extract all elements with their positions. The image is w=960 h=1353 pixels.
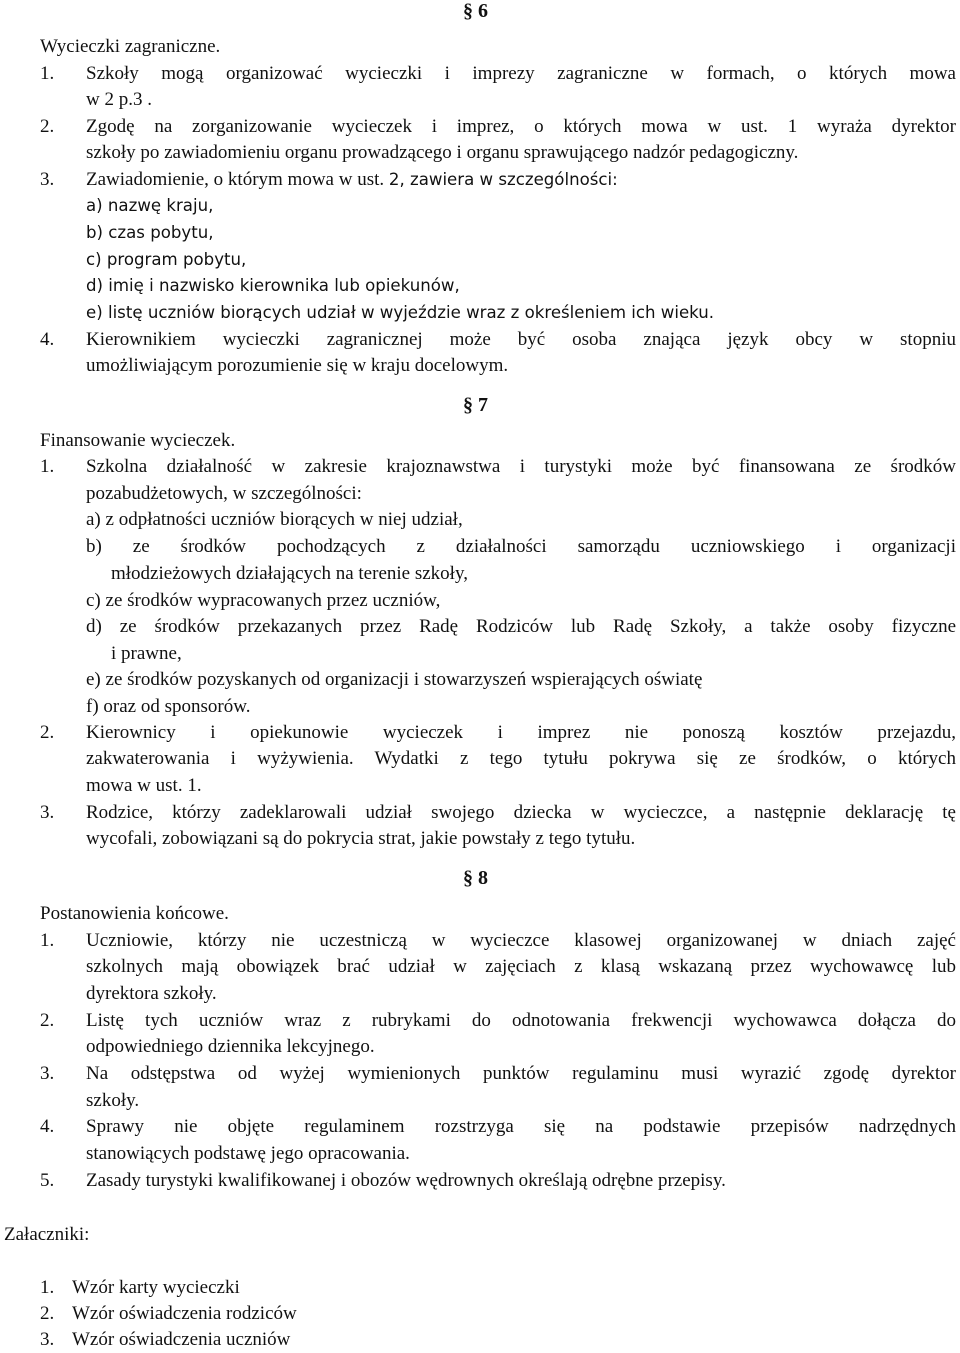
s8-item-1-line-2: szkolnych mają obowiązek brać udział w zajęciach z klasą wskazaną przez wychowawcę lub bbox=[86, 956, 956, 977]
s6-item-2-number: 2. bbox=[40, 116, 55, 137]
section-8-heading: § 8 bbox=[463, 867, 488, 889]
s7-item-3-number: 3. bbox=[40, 802, 55, 823]
s6-item-1-line-1: Szkoły mogą organizować wycieczki i imprezy zagraniczne w formach, o których mowa bbox=[86, 63, 956, 84]
s8-item-4-line-1: Sprawy nie objęte regulaminem rozstrzyga się na podstawie przepisów nadrzędnych bbox=[86, 1116, 956, 1137]
s7-item-1-sub-b-line-1: b) ze środków pochodzących z działalności samorządu uczniowskiego i organizacji bbox=[86, 536, 956, 557]
s6-item-4-line-2: umożliwiającym porozumienie się w kraju docelowym. bbox=[86, 355, 509, 376]
s6-item-3-sub-e: e) listę uczniów biorących udział w wyjeździe wraz z określeniem ich wieku. bbox=[86, 303, 715, 322]
s8-item-2-line-1: Listę tych uczniów wraz z rubrykami do odnotowania frekwencji wychowawca dołącza do bbox=[86, 1010, 956, 1031]
s8-item-3-number: 3. bbox=[40, 1063, 55, 1084]
s6-item-1-line-2: w 2 p.3 . bbox=[86, 89, 152, 110]
s8-item-5-line-1: Zasady turystyki kwalifikowanej i obozów wędrownych określają odrębne przepisy. bbox=[86, 1170, 726, 1191]
attachment-3-text: Wzór oświadczenia uczniów bbox=[72, 1329, 291, 1350]
s6-item-3-line-1 bbox=[86, 167, 618, 193]
s7-item-1-sub-e: e) ze środków pozyskanych od organizacji i stowarzyszeń wspierających oświatę bbox=[86, 669, 703, 690]
s6-item-2-line-2: szkoły po zawiadomieniu organu prowadzącego i organu sprawującego nadzór pedagogiczny. bbox=[86, 142, 799, 163]
attachments-title: Załaczniki: bbox=[4, 1224, 90, 1245]
s6-item-3-sub-b: b) czas pobytu, bbox=[86, 223, 214, 242]
s6-item-4-number: 4. bbox=[40, 329, 55, 350]
s6-item-2-line-1: Zgodę na zorganizowanie wycieczek i imprez, o których mowa w ust. 1 wyraża dyrektor bbox=[86, 116, 956, 137]
s6-item-3-sub-d: d) imię i nazwisko kierownika lub opiekunów, bbox=[86, 276, 460, 295]
section-6-heading: § 6 bbox=[463, 0, 488, 22]
section-7-title: Finansowanie wycieczek. bbox=[40, 430, 236, 451]
s7-item-2-line-2: zakwaterowania i wyżywienia. Wydatki z tego tytułu pokrywa się ze środków, o których bbox=[86, 748, 956, 769]
attachment-3-number: 3. bbox=[40, 1329, 55, 1350]
section-8-title: Postanowienia końcowe. bbox=[40, 903, 229, 924]
s7-item-1-sub-d-line-2: i prawne, bbox=[111, 643, 182, 664]
s7-item-1-line-2: pozabudżetowych, w szczególności: bbox=[86, 483, 362, 504]
s7-item-1-sub-b-line-2: młodzieżowych działających na terenie szkoły, bbox=[111, 563, 468, 584]
s7-item-1-sub-c: c) ze środków wypracowanych przez uczniów, bbox=[86, 590, 441, 611]
s6-item-3-sub-a: a) nazwę kraju, bbox=[86, 196, 214, 215]
s7-item-1-number: 1. bbox=[40, 456, 55, 477]
s6-item-3-line-1-end: 2, zawiera w szczególności: bbox=[388, 170, 618, 189]
s7-item-1-sub-a: a) z odpłatności uczniów biorących w niej udział, bbox=[86, 509, 463, 530]
s6-item-1-number: 1. bbox=[40, 63, 55, 84]
s7-item-1-sub-f: f) oraz od sponsorów. bbox=[86, 696, 251, 717]
s6-item-3-sub-c: c) program pobytu, bbox=[86, 250, 247, 269]
s8-item-4-number: 4. bbox=[40, 1116, 55, 1137]
s8-item-5-number: 5. bbox=[40, 1170, 55, 1191]
s8-item-1-line-3: dyrektora szkoły. bbox=[86, 983, 217, 1004]
s7-item-1-line-1: Szkolna działalność w zakresie krajoznawstwa i turystyki może być finansowana ze środków bbox=[86, 456, 956, 477]
s7-item-3-line-2: wycofali, zobowiązani są do pokrycia strat, jakie powstały z tego tytułu. bbox=[86, 828, 636, 849]
s8-item-3-line-1: Na odstępstwa od wyżej wymienionych punktów regulaminu musi wyrazić zgodę dyrektor bbox=[86, 1063, 956, 1084]
attachment-2-text: Wzór oświadczenia rodziców bbox=[72, 1303, 297, 1324]
s6-item-3-number: 3. bbox=[40, 169, 55, 190]
section-6-title: Wycieczki zagraniczne. bbox=[40, 36, 221, 57]
s8-item-4-line-2: stanowiących podstawę jego opracowania. bbox=[86, 1143, 410, 1164]
s8-item-1-number: 1. bbox=[40, 930, 55, 951]
s8-item-1-line-1: Uczniowie, którzy nie uczestniczą w wycieczce klasowej organizowanej w dniach zajęć bbox=[86, 930, 956, 951]
s6-item-3-line-1-start: Zawiadomienie, o którym mowa w ust. bbox=[86, 169, 385, 190]
s8-item-2-number: 2. bbox=[40, 1010, 55, 1031]
s8-item-3-line-2: szkoły. bbox=[86, 1090, 140, 1111]
s7-item-2-number: 2. bbox=[40, 722, 55, 743]
s7-item-1-sub-d-line-1: d) ze środków przekazanych przez Radę Rodziców lub Radę Szkoły, a także osoby fizyczne bbox=[86, 616, 956, 637]
attachment-2-number: 2. bbox=[40, 1303, 55, 1324]
s8-item-2-line-2: odpowiedniego dziennika lekcyjnego. bbox=[86, 1036, 375, 1057]
attachment-1-text: Wzór karty wycieczki bbox=[72, 1277, 240, 1298]
s6-item-4-line-1: Kierownikiem wycieczki zagranicznej może być osoba znająca język obcy w stopniu bbox=[86, 329, 956, 350]
s7-item-2-line-3: mowa w ust. 1. bbox=[86, 775, 202, 796]
s7-item-3-line-1: Rodzice, którzy zadeklarowali udział swojego dziecka w wycieczce, a następnie deklarację tę bbox=[86, 802, 956, 823]
attachment-1-number: 1. bbox=[40, 1277, 55, 1298]
section-7-heading: § 7 bbox=[463, 394, 488, 416]
s7-item-2-line-1: Kierownicy i opiekunowie wycieczek i imprez nie ponoszą kosztów przejazdu, bbox=[86, 722, 956, 743]
